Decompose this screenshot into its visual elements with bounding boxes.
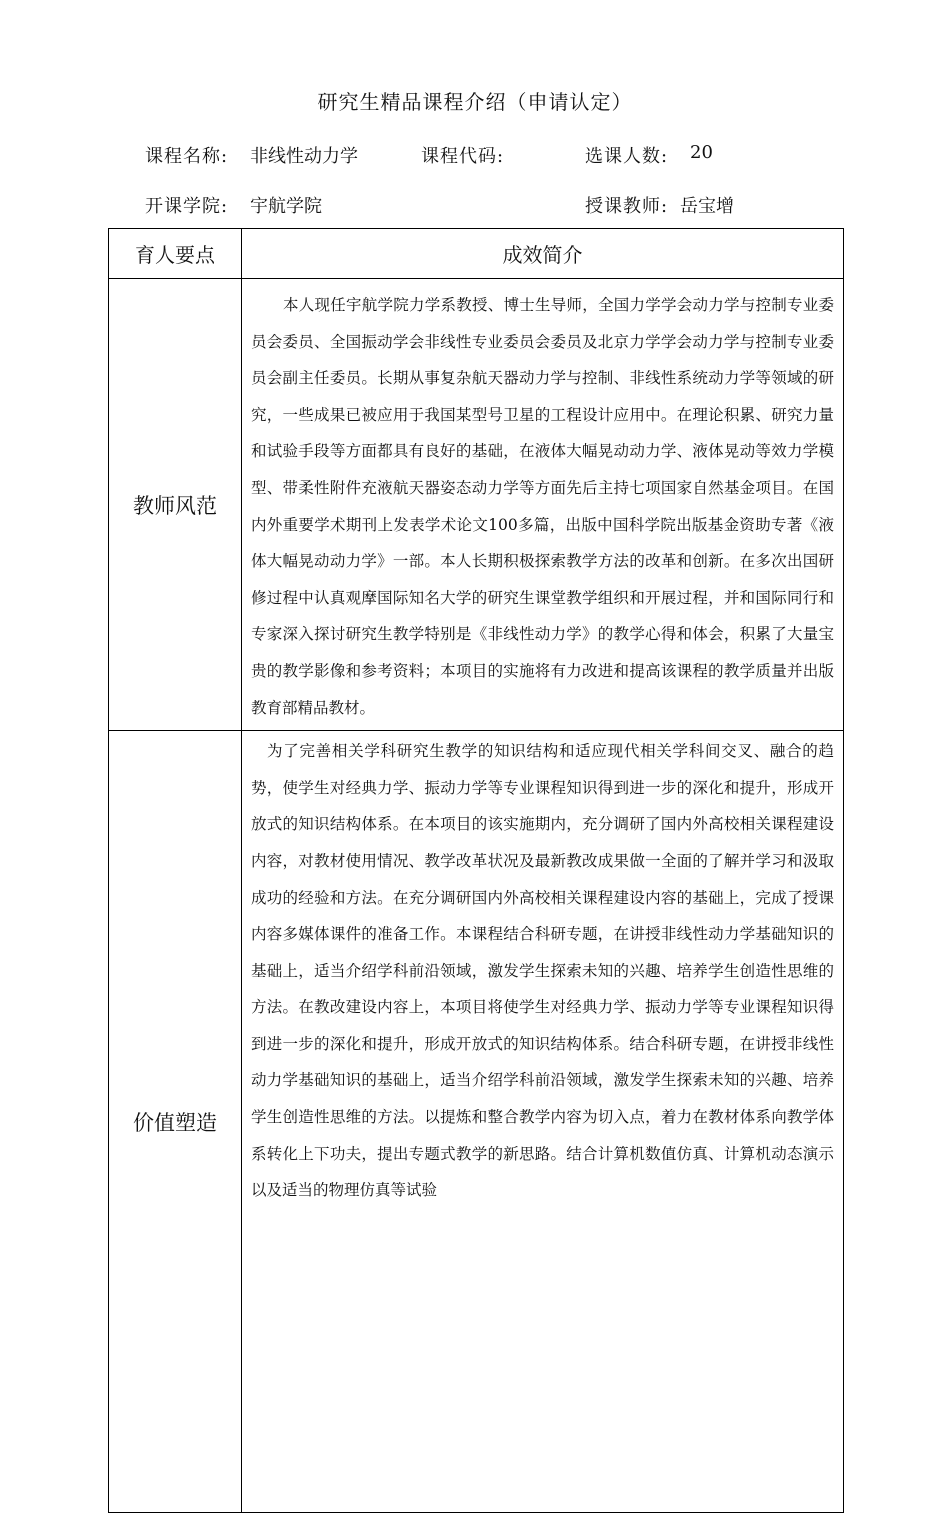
enrollment-value: 20 [690,142,713,163]
teacher-label: 授课教师: [585,196,669,217]
course-name-value: 非线性动力学 [250,146,358,167]
table-row [109,279,844,731]
course-name-label: 课程名称: [145,146,229,167]
row-label-value-shaping: 价值塑造 [109,731,242,1513]
header-summary: 成效简介 [242,229,844,279]
enrollment-label: 选课人数: [585,146,669,167]
value-shaping-text: 为了完善相关学科研究生教学的知识结构和适应现代相关学科间交叉、融合的趋势，使学生对经典力学、振动力学等专业课程知识得到进一步的深化和提升，形成开放式的知识结构体系。在本项目的该实施期内，充分调研了国内外高校相关课程建设内容，对教材使用情况、教学改革状况及最新教改成果做一全面的了解并学习和汲取成功的经验和方法。在充分调研国内外高校相关课程建设内容的基础上，完成了授课内容多媒体课件的准备工作。本课程结合科研专题，在讲授非线性动力学基础知识的基础上，适当介绍学科前沿领域，激发学生探索未知的兴趣、培养学生创造性思维的方法。在教改建设内容上，本项目将使学生对经典力学、振动力学等专业课程知识得到进一步的深化和提升，形成开放式的知识结构体系。结合科研专题，在讲授非线性动力学基础知识的基础上，适当介绍学科前沿领域，激发学生探索未知的兴趣、培养学生创造性思维的方法。以提炼和整合教学内容为切入点，着力在教材体系向教学体系转化上下功夫，提出专题式教学的新思路。结合计算机数值仿真、计算机动态演示以及适当的物理仿真等试验 [251,742,834,1200]
college-value: 宇航学院 [250,196,322,217]
row-label-teacher-style: 教师风范 [109,279,242,731]
row-content-teacher-style [242,279,844,731]
table-row [109,731,844,1513]
teacher-style-text: 本人现任宇航学院力学系教授、博士生导师，全国力学学会动力学与控制专业委员会委员、全国振动学会非线性专业委员会委员及北京力学学会动力学与控制专业委员会副主任委员。长期从事复杂航天器动力学与控制、非线性系统动力学等领域的研究，一些成果已被应用于我国某型号卫星的工程设计应用中。在理论积累、研究力量和试验手段等方面都具有良好的基础，在液体大幅晃动动力学、液体晃动等效力学模型、带柔性附件充液航天器姿态动力学等方面先后主持七项国家自然基金项目。在国内外重要学术期刊上发表学术论文100多篇，出版中国科学院出版基金资助专著《液体大幅晃动动力学》一部。本人长期积极探索教学方法的改革和创新。在多次出国研修过程中认真观摩国际知名大学的研究生课堂教学组织和开展过程，并和国际同行和专家深入探讨研究生教学特别是《非线性动力学》的教学心得和体会，积累了大量宝贵的教学影像和参考资料；本项目的实施将有力改进和提高该课程的教学质量并出版教育部精品教材。 [251,296,834,717]
table-header-row [109,229,844,279]
college-label: 开课学院: [145,196,229,217]
course-code-label: 课程代码: [421,146,505,167]
row-content-value-shaping [242,731,844,1513]
teacher-value: 岳宝增 [680,196,734,217]
header-key-points: 育人要点 [109,229,242,279]
page-title: 研究生精品课程介绍（申请认定） [317,90,633,114]
achievement-table [108,228,844,1513]
